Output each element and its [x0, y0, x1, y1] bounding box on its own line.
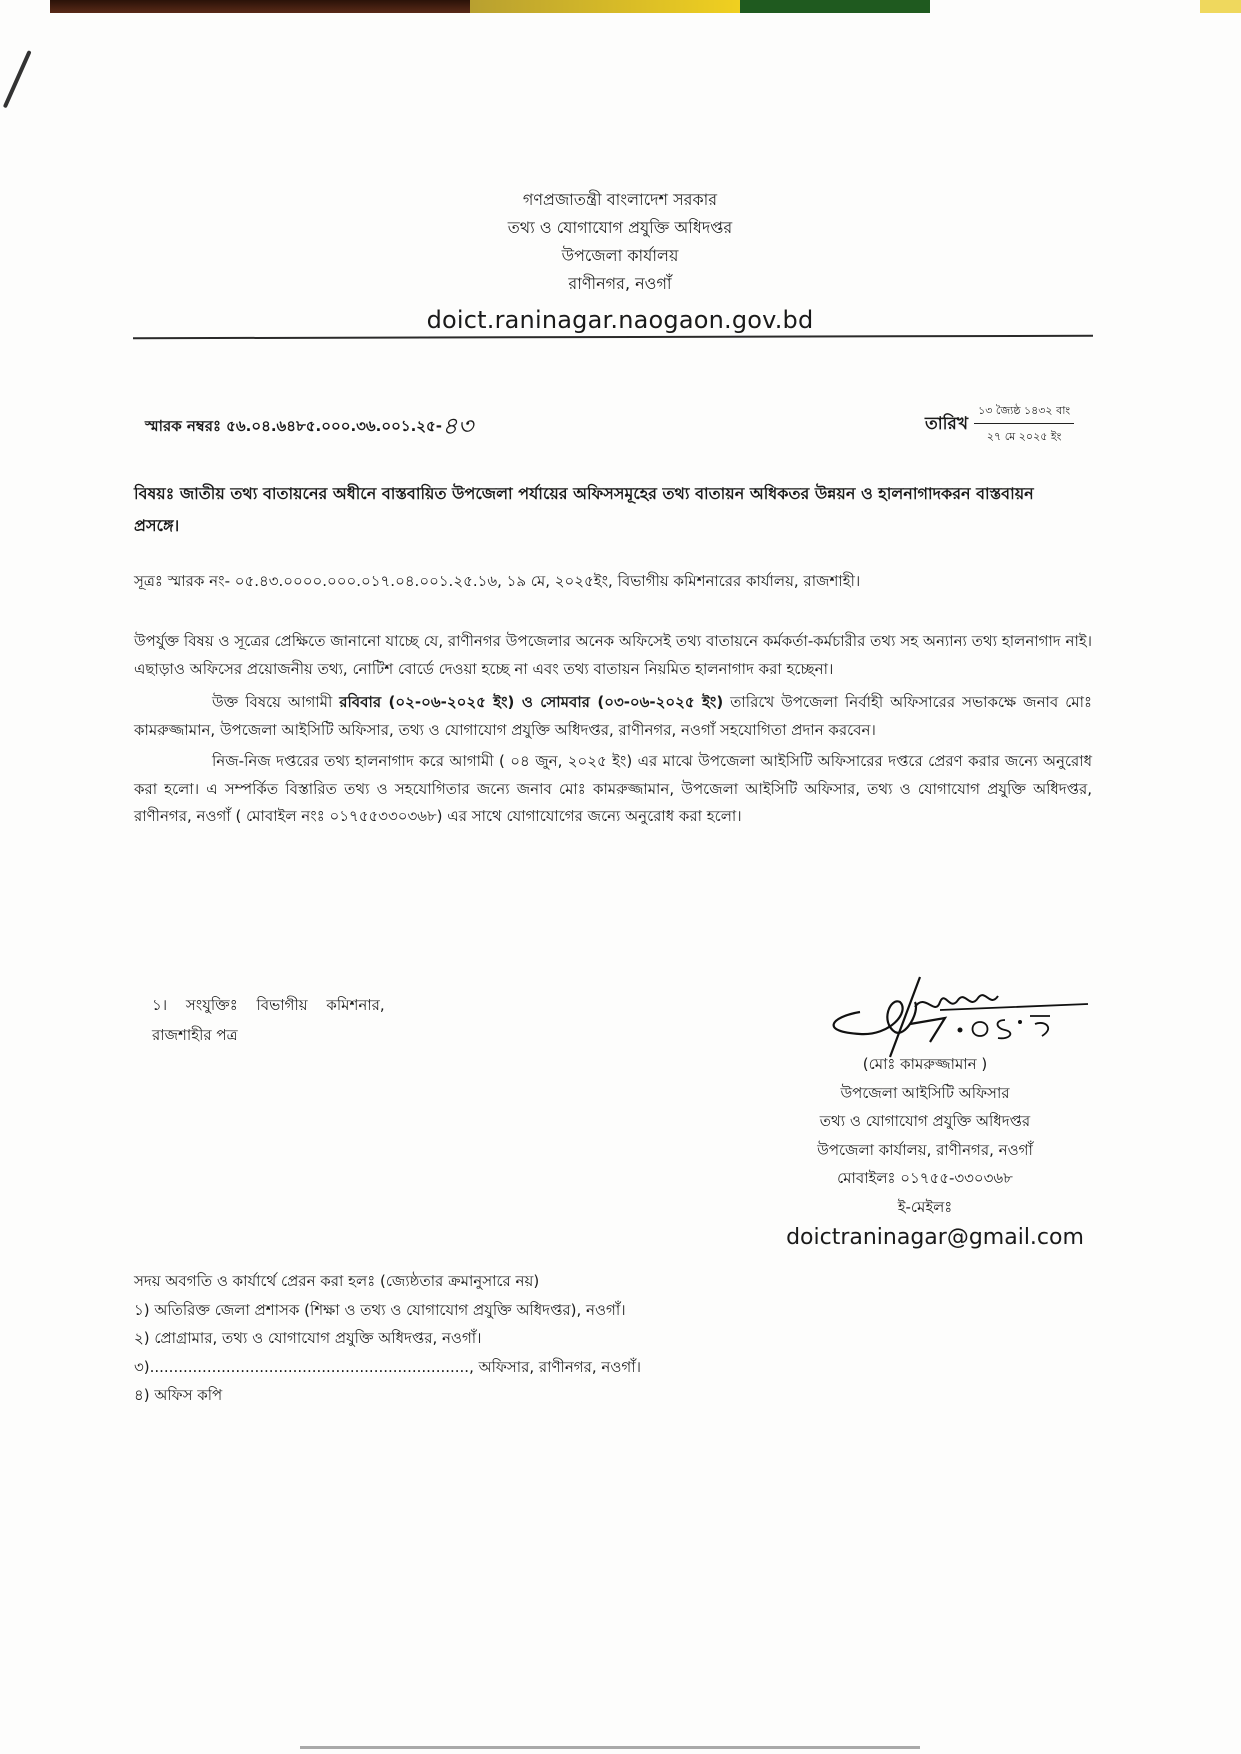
para2-text-c: তারিখে উপজেলা নির্বাহী অফিসারের সভাকক্ষে জনাব মোঃ কামরুজ্জামান, উপজেলা আইসিটি অফিসার, তথ্য ও যোগাযোগ প্রযুক্তি অধিদপ্তর, রাণীনগর, নওগাঁ সহযোগিতা প্রদান করবেন।: [134, 693, 1092, 739]
attachment-note: [152, 990, 452, 1050]
body-paragraph-1: উপর্যুক্ত বিষয় ও সূত্রের প্রেক্ষিতে জানানো যাচ্ছে যে, রাণীনগর উপজেলার অনেক অফিসেই তথ্য বাতায়নে কর্মকর্তা-কর্মচারীর তথ্য সহ অন্যান্য তথ্য হালনাগাদ নাই। এছাড়াও অফিসের প্রয়োজনীয় তথ্য, নোটিশ বোর্ডে দেওয়া হচ্ছে না এবং তথ্য বাতায়ন নিয়মিত হালনাগাদ করা হচ্ছেনা।: [134, 632, 1092, 678]
letter-body: [134, 628, 1092, 835]
strip-yellow-end: [1200, 0, 1241, 13]
distribution-item: ৩)..................................................................., অফিসার, রাণীনগর, নওগাঁ।: [134, 1357, 641, 1376]
signatory-designation: উপজেলা আইসিটি অফিসার: [840, 1083, 1010, 1102]
distribution-list: [134, 1267, 834, 1410]
memo-label: স্মারক নম্বরঃ ৫৬.০৪.৬৪৮৫.০০০.৩৬.০০১.২৫-: [145, 417, 443, 435]
signatory-mobile: মোবাইলঃ ০১৭৫৫-৩৩০৩৬৮: [837, 1169, 1013, 1187]
signatory-email-label: ই-মেইলঃ: [897, 1197, 953, 1216]
distribution-heading: সদয় অবগতি ও কার্যার্থে প্রেরন করা হলঃ (জ্যেষ্ঠতার ক্রমানুসারে নয়): [134, 1272, 540, 1290]
scan-bottom-edge: [300, 1746, 920, 1749]
handwritten-signature: [820, 972, 1090, 1062]
pen-stroke-mark: [3, 50, 32, 108]
date-fraction: [974, 402, 1074, 447]
govt-name: গণপ্রজাতন্ত্রী বাংলাদেশ সরকার: [522, 190, 718, 209]
para2-meeting-dates: রবিবার (০২-০৬-২০২৫ ইং) ও সোমবার (০৩-০৬-২০২৫ ইং): [339, 693, 724, 711]
strip-dark-segment: [50, 0, 470, 13]
department-name: তথ্য ও যোগাযোগ প্রযুক্তি অধিদপ্তর: [507, 218, 733, 237]
attachment-line-2: রাজশাহীর পত্র: [152, 1026, 238, 1044]
strip-green-segment: [740, 0, 930, 13]
distribution-item: ৪) অফিস কপি: [134, 1386, 223, 1404]
signatory-details: [760, 1050, 1090, 1255]
scanned-edge-strip: [50, 0, 1241, 14]
signatory-office: উপজেলা কার্যালয়, রাণীনগর, নওগাঁ: [817, 1140, 1033, 1159]
memo-number: [145, 408, 473, 448]
reference-line: সূত্রঃ স্মারক নং- ০৫.৪৩.০০০০.০০০.০১৭.০৪.০০১.২৫.১৬, ১৯ মে, ২০২৫ইং, বিভাগীয় কমিশনারের কার্যালয়, রাজশাহী।: [134, 572, 861, 590]
date-block: [925, 402, 1074, 447]
body-paragraph-3: নিজ-নিজ দপ্তরের তথ্য হালনাগাদ করে আগামী ( ০৪ জুন, ২০২৫ ইং) এর মাঝে উপজেলা আইসিটি অফিসারের দপ্তরে প্রেরণ করার জন্যে অনুরোধ করা হলো। এ সম্পর্কিত বিস্তারিত তথ্য ও সহযোগিতার জন্যে জনাব মোঃ কামরুজ্জামান, উপজেলা আইসিটি অফিসার, তথ্য ও যোগাযোগ প্রযুক্তি অধিদপ্তর, রাণীনগর, নওগাঁ ( মোবাইল নংঃ ০১৭৫৫৩৩০৩৬৮) এর সাথে যোগাযোগের জন্যে অনুরোধ করা হলো।: [134, 752, 1092, 825]
memo-handwritten-number: ৪৩: [442, 412, 474, 440]
attachment-line-1: ১। সংযুক্তিঃ বিভাগীয় কমিশনার,: [152, 996, 385, 1014]
distribution-item: ১) অতিরিক্ত জেলা প্রশাসক (শিক্ষা ও তথ্য ও যোগাযোগ প্রযুক্তি অধিদপ্তর), নওগাঁ।: [134, 1300, 626, 1319]
subject-line: বিষয়ঃ জাতীয় তথ্য বাতায়নের অধীনে বাস্তবায়িত উপজেলা পর্যায়ের অফিসসমূহের তথ্য বাতায়ন অধিকতর উন্নয়ন ও হালনাগাদকরন বাস্তবায়ন প্রসঙ্গে।: [134, 484, 1034, 535]
office-location: রাণীনগর, নওগাঁ: [568, 274, 672, 293]
distribution-item: ২) প্রোগ্রামার, তথ্য ও যোগাযোগ প্রযুক্তি অধিদপ্তর, নওগাঁ।: [134, 1329, 482, 1347]
date-bangla: ১৩ জ্যৈষ্ঠ ১৪৩২ বাং: [974, 402, 1074, 424]
date-label: তারিখ: [925, 413, 969, 434]
signatory-name: (মোঃ কামরুজ্জামান ): [862, 1055, 988, 1073]
letterhead: [300, 186, 940, 340]
date-english: ২৭ মে ২০২৫ ইং: [986, 430, 1062, 443]
strip-yellow-segment: [470, 0, 740, 13]
body-paragraph-2: [134, 689, 1092, 744]
website-url: doict.raninagar.naogaon.gov.bd: [426, 306, 814, 334]
signatory-department: তথ্য ও যোগাযোগ প্রযুক্তি অধিদপ্তর: [819, 1112, 1031, 1130]
signatory-email: doictraninagar@gmail.com: [786, 1225, 1084, 1250]
para2-text-a: উক্ত বিষয়ে আগামী: [212, 693, 340, 711]
office-name: উপজেলা কার্যালয়: [561, 246, 679, 265]
